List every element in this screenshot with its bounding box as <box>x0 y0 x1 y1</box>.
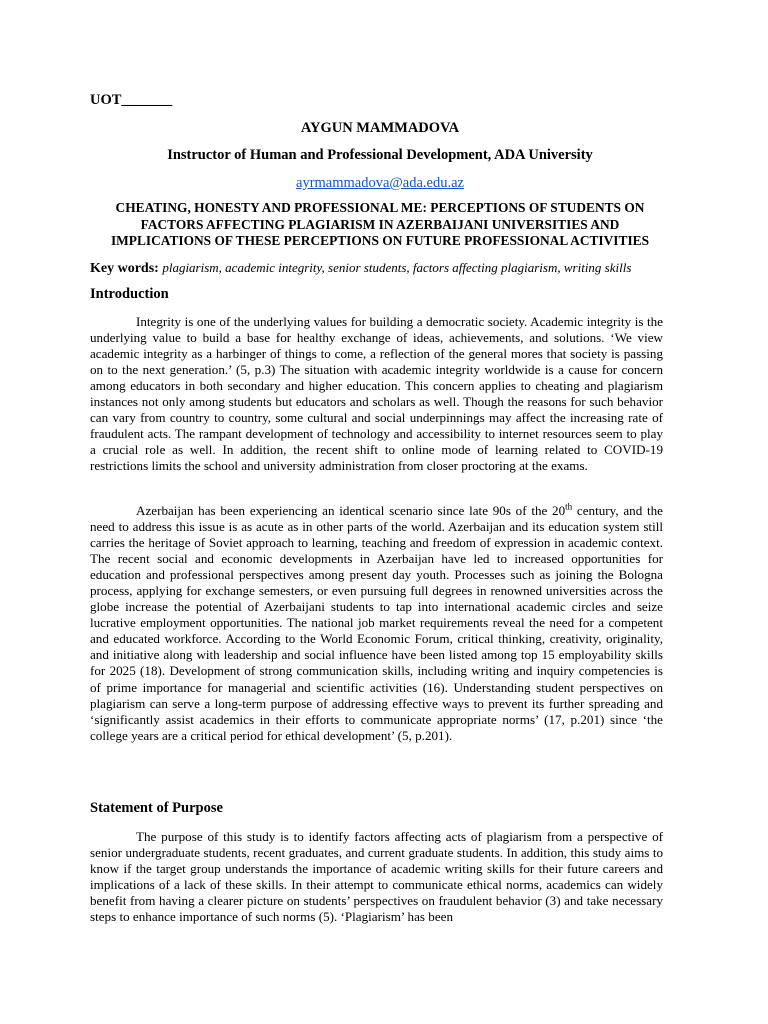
introduction-heading: Introduction <box>90 286 169 302</box>
paper-title: CHEATING, HONESTY AND PROFESSIONAL ME: PERCEPTIONS OF STUDENTS ON FACTORS AFFECTING PLAGIARISM IN AZERBAIJANI UNIVERSITIES AND IMPLICATIONS OF THESE PERCEPTIONS ON FUTURE PROFESSIONAL ACTIVITIES <box>110 200 650 248</box>
author-affiliation: Instructor of Human and Professional Development, ADA University <box>167 147 593 163</box>
introduction-paragraph-1: Integrity is one of the underlying values for building a democratic society. Academic integrity is the underlying value to build a base for healthy exchange of ideas, achievements, and solutions. ‘We view academic integrity as a harbinger of things to come, a reflection of the general mores that society is passing on to the next generation.’ (5, p.3) The situation with academic integrity worldwide is a cause for concern among educators in both secondary and higher education. This concern applies to cheating and plagiarism instances not only among students but educators and scholars as well. Though the reasons for such behavior can vary from country to country, some cultural and social underpinnings may affect the increasing rate of fraudulent acts. The rampant development of technology and accessibility to internet resources seem to play a crucial role as well. In addition, the recent shift to online mode of learning related to COVID-19 restrictions limits the school and university administration from closer proctoring at the exams. <box>90 314 663 474</box>
introduction-paragraph-2 <box>90 503 663 744</box>
author-name: AYGUN MAMMADOVA <box>300 120 460 136</box>
p2-text-start: Azerbaijan has been experiencing an identical scenario since late 90s of the 20 <box>136 503 566 518</box>
email-link[interactable]: ayrmammadova@ada.edu.az <box>296 175 464 191</box>
purpose-heading: Statement of Purpose <box>90 800 223 816</box>
keywords-line <box>90 260 670 277</box>
keywords-label: Key words: <box>90 261 159 276</box>
purpose-paragraph-1: The purpose of this study is to identify factors affecting acts of plagiarism from a perspective of senior undergraduate students, recent graduates, and current graduate students. In addition, this study aims to know if the target group understands the importance of academic writing skills for their future careers and implications of a lack of these skills. In their attempt to communicate ethical norms, academics can widely benefit from having a clearer picture on students’ perspectives on fraudulent behavior (3) and take necessary steps to enhance importance of such norms (5). ‘Plagiarism’ has been <box>90 829 663 925</box>
uot-code: UOT_______ <box>90 92 173 108</box>
p2-text-end: century, and the need to address this issue is as acute as in other parts of the world. Azerbaijan and its education system still carries the heritage of Soviet approach to learning, teaching and freedom of expression in academic context. The recent social and economic developments in Azerbaijan have led to increased opportunities for education and professional perspectives among present day youth. Processes such as joining the Bologna process, applying for exchange semesters, or even pursuing full degrees in renowned universities across the globe increase the potential of Azerbaijani students to tap into international academic circles and seize lucrative employment opportunities. The national job market requirements reveal the need for a competent and educated workforce. According to the World Economic Forum, critical thinking, creativity, originality, and initiative along with leadership and social influence have been listed among top 15 employability skills for 2025 (18). Development of strong communication skills, including writing and inquiry competencies is of prime importance for managerial and scientific activities (16). Understanding student perspectives on plagiarism can serve a long-term purpose of addressing effective ways to prevent its further spreading and ‘significantly assist academics in their efforts to communicate appropriate norms’ (17, p.201) since ‘the college years are a critical period for ethical development’ (5, p.201). <box>90 503 663 743</box>
author-email <box>90 175 670 192</box>
century-superscript: th <box>565 501 573 512</box>
keywords-text: plagiarism, academic integrity, senior students, factors affecting plagiarism, writing skills <box>162 260 632 275</box>
